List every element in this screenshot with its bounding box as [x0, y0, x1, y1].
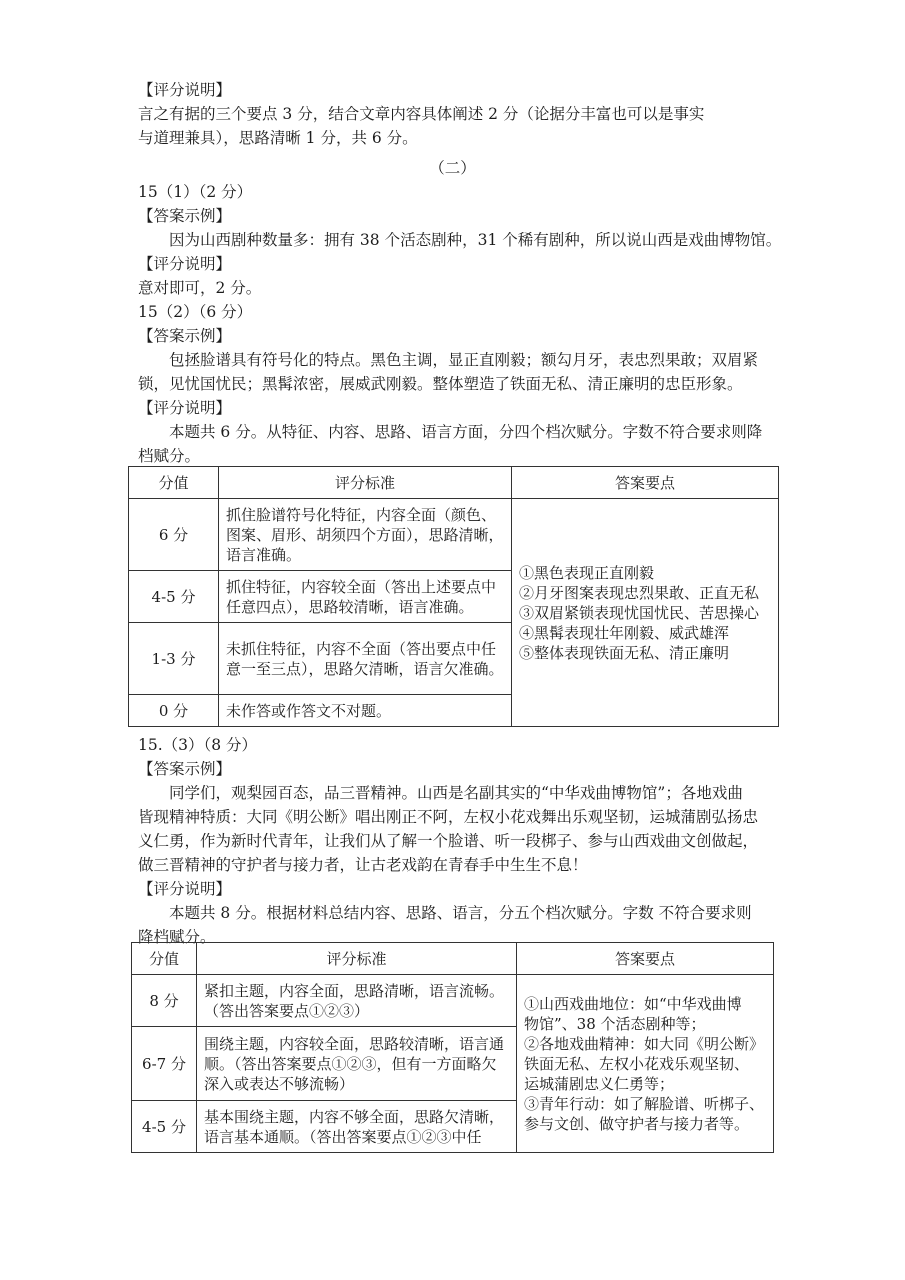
criteria-cell: 紧扣主题，内容全面，思路清晰，语言流畅。（答出答案要点①②③） — [197, 975, 517, 1027]
scoring-note-text: 本题共 8 分。根据材料总结内容、思路、语言，分五个档次赋分。字数 不符合要求则 — [169, 904, 752, 922]
answer-point: ④黑髯表现壮年刚毅、威武雄浑 — [519, 623, 730, 642]
answer-text: 包拯脸谱具有符号化的特点。黑色主调，显正直刚毅；额勾月牙，表忠烈果敢；双眉紧 — [169, 351, 759, 369]
answer-point: ⑤整体表现铁面无私、清正廉明 — [519, 643, 730, 662]
answer-points-cell — [512, 499, 779, 727]
header-points: 答案要点 — [512, 467, 779, 499]
scoring-note-text: 本题共 6 分。从特征、内容、思路、语言方面，分四个档次赋分。字数不符合要求则降 — [169, 423, 763, 441]
answer-point: ②各地戏曲精神：如大同《明公断》 — [524, 1034, 765, 1053]
score-cell: 0 分 — [129, 695, 219, 727]
answer-point: 运城蒲剧忠义仁勇等； — [524, 1074, 675, 1093]
answer-point: ③青年行动：如了解脸谱、听梆子、 — [524, 1094, 765, 1113]
question-heading: 15（2）（6 分） — [138, 303, 253, 321]
score-cell: 6-7 分 — [132, 1027, 197, 1101]
score-cell: 1-3 分 — [129, 623, 219, 695]
answer-text: 因为山西剧种数量多：拥有 38 个活态剧种，31 个稀有剧种，所以说山西是戏曲博物馆。 — [169, 231, 782, 249]
header-points: 答案要点 — [517, 943, 774, 975]
question-heading: 15.（3）（8 分） — [138, 736, 258, 754]
score-cell: 4-5 分 — [129, 571, 219, 623]
scoring-note-label: 【评分说明】 — [138, 81, 232, 99]
answer-point: ②月牙图案表现忠烈果敢、正直无私 — [519, 583, 760, 602]
answer-point: ③双眉紧锁表现忧国忧民、苦思操心 — [519, 603, 760, 622]
criteria-cell: 基本围绕主题，内容不够全面，思路欠清晰，语言基本通顺。（答出答案要点①②③中任 — [197, 1101, 517, 1153]
header-score: 分值 — [132, 943, 197, 975]
part-title: （二） — [429, 159, 476, 177]
scoring-table-q15-3 — [131, 942, 774, 1153]
criteria-cell: 未作答或作答文不对题。 — [219, 695, 512, 727]
answer-point: 铁面无私、左权小花戏乐观坚韧、 — [524, 1054, 750, 1073]
scoring-note-text: 意对即可，2 分。 — [138, 279, 262, 297]
scoring-note-label: 【评分说明】 — [138, 399, 232, 417]
header-criteria: 评分标准 — [219, 467, 512, 499]
answer-text: 做三晋精神的守护者与接力者，让古老戏韵在青春手中生生不息！ — [138, 856, 588, 874]
answer-text: 皆现精神特质：大同《明公断》唱出刚正不阿，左权小花戏舞出乐观坚韧，运城蒲剧弘扬忠 — [138, 808, 759, 826]
scoring-note-line: 言之有据的三个要点 3 分，结合文章内容具体阐述 2 分（论据分丰富也可以是事实 — [138, 105, 705, 123]
answer-example-label: 【答案示例】 — [138, 760, 232, 778]
answer-points-cell — [517, 975, 774, 1153]
answer-point: ①山西戏曲地位：如“中华戏曲博 — [524, 994, 742, 1013]
answer-text: 同学们，观梨园百态，品三晋精神。山西是名副其实的“中华戏曲博物馆”；各地戏曲 — [169, 784, 743, 802]
score-cell: 6 分 — [129, 499, 219, 571]
scoring-note-text: 降档赋分。 — [138, 928, 216, 946]
scoring-note-text: 档赋分。 — [138, 447, 201, 465]
scoring-table-q15-2 — [128, 466, 779, 727]
question-heading: 15（1）（2 分） — [138, 183, 253, 201]
answer-point: 物馆”、38 个活态剧种等； — [524, 1014, 706, 1033]
header-criteria: 评分标准 — [197, 943, 517, 975]
scoring-note-label: 【评分说明】 — [138, 880, 232, 898]
score-cell: 4-5 分 — [132, 1101, 197, 1153]
answer-point: ①黑色表现正直刚毅 — [519, 563, 655, 582]
header-score: 分值 — [129, 467, 219, 499]
answer-text: 义仁勇，作为新时代青年，让我们从了解一个脸谱、听一段梆子、参与山西戏曲文创做起， — [138, 832, 759, 850]
answer-example-label: 【答案示例】 — [138, 327, 232, 345]
scoring-note-line: 与道理兼具），思路清晰 1 分，共 6 分。 — [138, 129, 418, 147]
scoring-note-label: 【评分说明】 — [138, 255, 232, 273]
answer-point: 参与文创、做守护者与接力者等。 — [524, 1114, 750, 1133]
criteria-cell: 抓住脸谱符号化特征，内容全面（颜色、图案、眉形、胡须四个方面），思路清晰，语言准确。 — [219, 499, 512, 571]
score-cell: 8 分 — [132, 975, 197, 1027]
answer-example-label: 【答案示例】 — [138, 207, 232, 225]
answer-text: 锁，见忧国忧民；黑髯浓密，展威武刚毅。整体塑造了铁面无私、清正廉明的忠臣形象。 — [138, 375, 743, 393]
criteria-cell: 未抓住特征，内容不全面（答出要点中任意一至三点），思路欠清晰，语言欠准确。 — [219, 623, 512, 695]
criteria-cell: 抓住特征，内容较全面（答出上述要点中任意四点），思路较清晰，语言准确。 — [219, 571, 512, 623]
criteria-cell: 围绕主题，内容较全面，思路较清晰，语言通顺。（答出答案要点①②③，但有一方面略欠深入或表达不够流畅） — [197, 1027, 517, 1101]
